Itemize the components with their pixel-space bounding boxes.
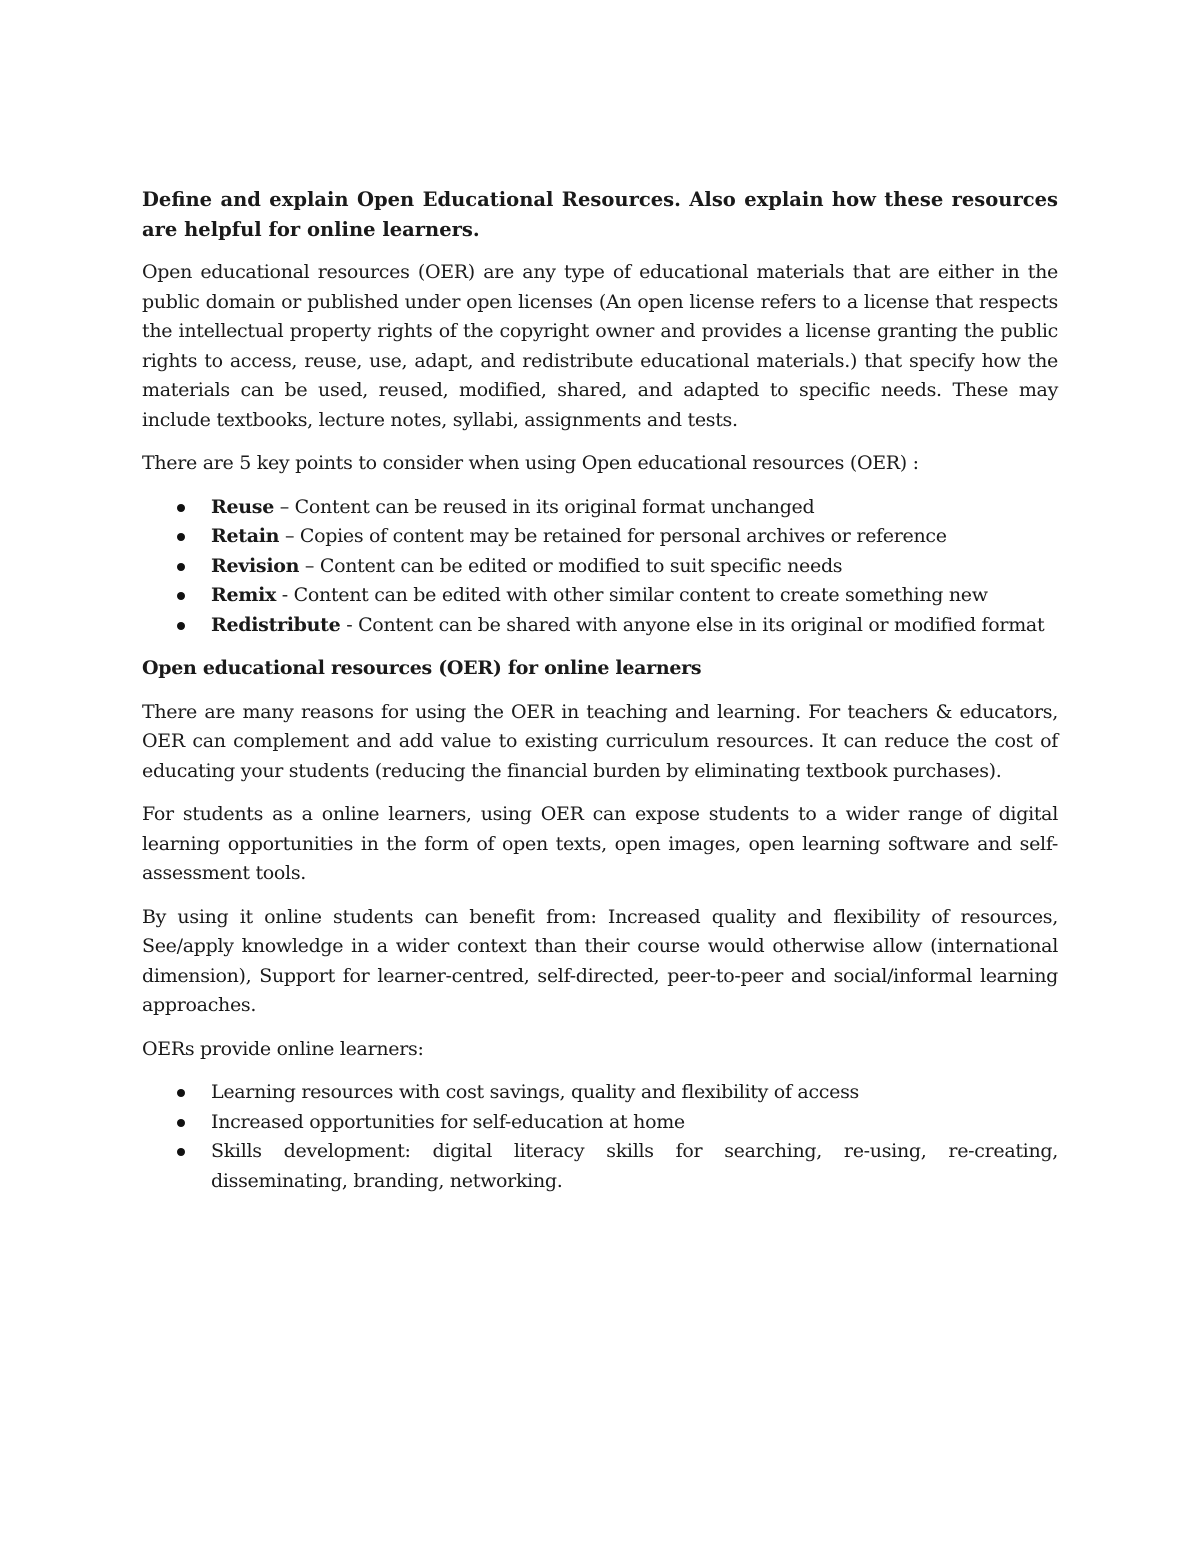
- key-point-text: Content can be edited with other similar content to create something new: [293, 584, 988, 606]
- key-points-list: [142, 493, 1058, 641]
- key-point-separator: -: [340, 613, 359, 636]
- list-item: [142, 552, 1058, 582]
- teachers-paragraph: There are many reasons for using the OER in teaching and learning. For teachers & educators, OER can complement and add value to existing curriculum resources. It can reduce the cost of educating your students (reducing the financial burden by eliminating textbook purchases).: [142, 700, 1058, 782]
- key-points-intro: There are 5 key points to consider when using Open educational resources (OER) :: [142, 452, 919, 474]
- key-point-term: Reuse: [211, 495, 274, 518]
- key-point-separator: –: [273, 495, 295, 518]
- list-item: [142, 493, 1058, 523]
- question-heading: Define and explain Open Educational Resources. Also explain how these resources are helpful for online learners.: [142, 188, 1058, 241]
- bullet-icon: [177, 1148, 185, 1156]
- provides-item-text: Increased opportunities for self-education at home: [211, 1110, 685, 1133]
- key-point-term: Retain: [211, 525, 280, 547]
- students-paragraph: For students as a online learners, using OER can expose students to a wider range of digital learning opportunities in the form of open texts, open images, open learning software and self-assessment tools.: [142, 803, 1058, 884]
- bullet-icon: [177, 563, 185, 571]
- list-item: [142, 611, 1058, 641]
- provides-intro: OERs provide online learners:: [142, 1037, 424, 1060]
- document-page: [142, 185, 1058, 1210]
- bullet-icon: [177, 504, 185, 512]
- key-point-term: Remix: [211, 584, 277, 606]
- key-point-text: Copies of content may be retained for personal archives or reference: [299, 525, 947, 547]
- provides-item-text: Learning resources with cost savings, quality and flexibility of access: [211, 1081, 859, 1103]
- bullet-icon: [177, 533, 185, 541]
- key-point-separator: -: [276, 584, 294, 606]
- bullet-icon: [177, 1119, 185, 1127]
- key-point-text: Content can be edited or modified to suit specific needs: [319, 554, 843, 577]
- bullet-icon: [177, 592, 185, 600]
- key-point-text: Content can be shared with anyone else in its original or modified format: [358, 613, 1045, 636]
- key-point-text: Content can be reused in its original format unchanged: [294, 495, 815, 518]
- list-item: [142, 581, 1058, 611]
- list-item: [142, 1137, 1058, 1196]
- key-point-term: Redistribute: [211, 613, 341, 636]
- bullet-icon: [177, 622, 185, 630]
- key-point-separator: –: [279, 525, 300, 547]
- provides-item-text: Skills development: digital literacy skills for searching, re-using, re-creating, disseminating, branding, networking.: [211, 1140, 1058, 1192]
- intro-paragraph: Open educational resources (OER) are any type of educational materials that are either in the public domain or published under open licenses (An open license refers to a license that respects the intellectual property rights of the copyright owner and provides a license granting the public rights to access, reuse, use, adapt, and redistribute educational materials.) that specify how the materials can be used, reused, modified, shared, and adapted to specific needs. These may include textbooks, lecture notes, syllabi, assignments and tests.: [142, 261, 1058, 431]
- list-item: [142, 522, 1058, 552]
- bullet-icon: [177, 1089, 185, 1097]
- benefits-paragraph: By using it online students can benefit from: Increased quality and flexibility of resources, See/apply knowledge in a wider context than their course would otherwise allow (international dimension), Support for learner-centred, self-directed, peer-to-peer and social/informal learning approaches.: [142, 905, 1058, 1016]
- section-heading: Open educational resources (OER) for online learners: [142, 657, 702, 679]
- list-item: [142, 1078, 1058, 1108]
- list-item: [142, 1108, 1058, 1138]
- key-point-separator: –: [299, 554, 320, 577]
- key-point-term: Revision: [211, 554, 300, 577]
- provides-list: [142, 1078, 1058, 1196]
